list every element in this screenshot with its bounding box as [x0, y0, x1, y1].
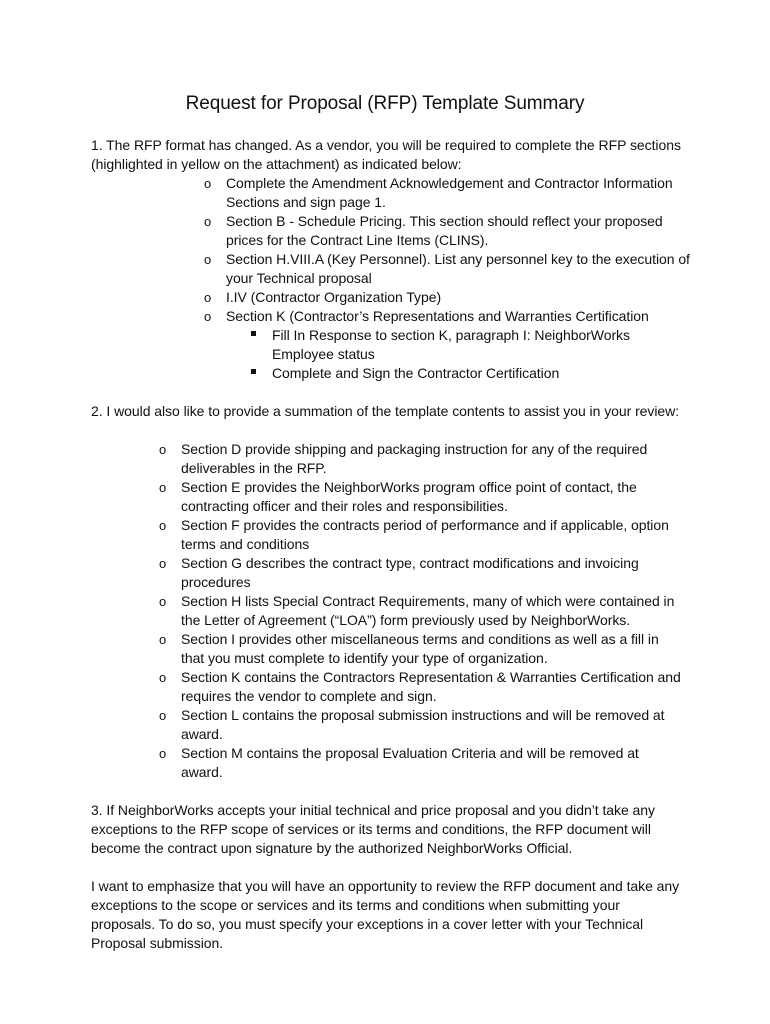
- list-item: o Section H.VIII.A (Key Personnel). List any personnel key to the execution of your Technical proposal: [204, 251, 690, 286]
- list-item: o Section M contains the proposal Evaluation Criteria and will be removed at award.: [159, 745, 639, 780]
- list-item: o Section D provide shipping and packaging instruction for any of the required deliverables in the RFP.: [159, 441, 648, 476]
- section-2-intro: 2. I would also like to provide a summation of the template contents to assist you in your review:: [91, 403, 680, 419]
- section-1-intro: 1. The RFP format has changed. As a vendor, you will be required to complete the RFP sections (highlighted in yellow on the attachment) as indicated below:: [91, 137, 681, 172]
- square-bullet-icon: [251, 331, 256, 336]
- closing-paragraph: I want to emphasize that you will have an opportunity to review the RFP document and take any exceptions to the scope or services and its terms and conditions when submitting your proposals. To do so, you must specify your exceptions in a cover letter with your Technical Proposal submission.: [91, 878, 680, 951]
- list-item: o Section I provides other miscellaneous terms and conditions as well as a fill in that you must complete to identify your type of organization.: [159, 631, 659, 666]
- list-item: Complete and Sign the Contractor Certification: [272, 364, 672, 383]
- list-item: o Section K (Contractor’s Representations and Warranties Certification: [204, 308, 649, 324]
- section-3-paragraph: 3. If NeighborWorks accepts your initial technical and price proposal and you didn’t take any exceptions to the RFP scope of services or its terms and conditions, the RFP document will become the contract upon signature by the authorized NeighborWorks Official.: [91, 802, 655, 856]
- list-item: Fill In Response to section K, paragraph I: NeighborWorks Employee status: [272, 326, 672, 364]
- list-item: o Section H lists Special Contract Requirements, many of which were contained in the Letter of Agreement (“LOA”) form previously used by NeighborWorks.: [159, 593, 675, 628]
- list-item: o Section L contains the proposal submission instructions and will be removed at award.: [159, 707, 665, 742]
- list-item: o Section E provides the NeighborWorks program office point of contact, the contracting officer and their roles and responsibilities.: [159, 479, 637, 514]
- section-1-sublist: [272, 326, 672, 383]
- list-item: o I.IV (Contractor Organization Type): [204, 289, 442, 305]
- section-1-list: [204, 174, 696, 326]
- list-item: o Section B - Schedule Pricing. This section should reflect your proposed prices for the Contract Line Items (CLINS).: [204, 213, 663, 248]
- square-bullet-icon: [251, 369, 256, 374]
- page-title: Request for Proposal (RFP) Template Summary: [185, 93, 585, 114]
- list-item: o Section F provides the contracts period of performance and if applicable, option terms and conditions: [159, 517, 669, 552]
- list-item: o Section G describes the contract type, contract modifications and invoicing procedures: [159, 555, 639, 590]
- section-2-list: [159, 440, 681, 782]
- list-item: o Complete the Amendment Acknowledgement and Contractor Information Sections and sign page 1.: [204, 175, 673, 210]
- list-item: o Section K contains the Contractors Representation & Warranties Certification and requires the vendor to complete and sign.: [159, 669, 681, 704]
